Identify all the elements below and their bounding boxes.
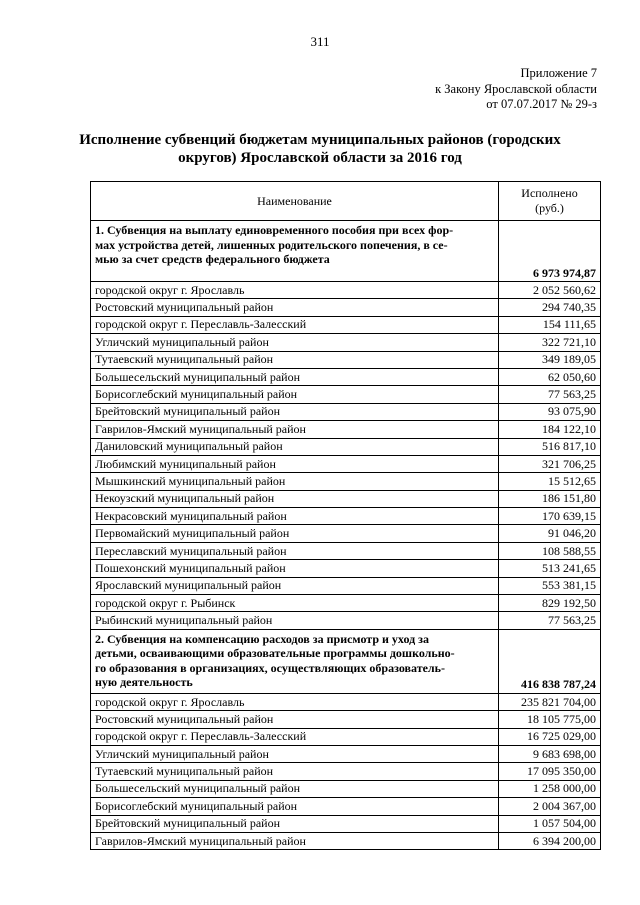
district-value: 2 004 367,00: [499, 798, 601, 815]
district-value: 516 817,10: [499, 438, 601, 455]
section-title-line: ную деятельность: [95, 675, 193, 690]
district-value: 235 821 704,00: [499, 693, 601, 710]
table-row: [91, 334, 601, 351]
district-name: Ярославский муниципальный район: [91, 577, 499, 594]
table-row: [91, 798, 601, 815]
table-row: [91, 455, 601, 472]
district-name: Тутаевский муниципальный район: [91, 763, 499, 780]
district-name: Даниловский муниципальный район: [91, 438, 499, 455]
district-name: Борисоглебский муниципальный район: [91, 798, 499, 815]
section-total: 6 973 974,87: [499, 221, 601, 282]
district-value: 513 241,65: [499, 560, 601, 577]
district-name: Пошехонский муниципальный район: [91, 560, 499, 577]
table-row: [91, 711, 601, 728]
header-value: [499, 182, 601, 221]
district-value: 321 706,25: [499, 455, 601, 472]
district-name: Брейтовский муниципальный район: [91, 403, 499, 420]
appendix-reference: [435, 66, 597, 113]
district-name: Первомайский муниципальный район: [91, 525, 499, 542]
table-row: [91, 299, 601, 316]
header-value-line-2: (руб.): [535, 201, 564, 215]
district-name: городской округ г. Рыбинск: [91, 595, 499, 612]
table-row: [91, 542, 601, 559]
district-value: 553 381,15: [499, 577, 601, 594]
section-title-line: мах устройства детей, лишенных родительского попечения, в се-: [95, 237, 448, 252]
appendix-line-2: к Закону Ярославской области: [435, 81, 597, 96]
header-name: Наименование: [91, 182, 499, 221]
table-header-row: [91, 182, 601, 221]
district-name: Переславский муниципальный район: [91, 542, 499, 559]
table-row: [91, 815, 601, 832]
section-title-line: мью за счет средств федерального бюджета: [95, 252, 330, 266]
district-name: Некрасовский муниципальный район: [91, 508, 499, 525]
section-row: [91, 629, 601, 693]
district-value: 154 111,65: [499, 316, 601, 333]
district-value: 91 046,20: [499, 525, 601, 542]
section-total: 416 838 787,24: [499, 629, 601, 693]
table-row: [91, 780, 601, 797]
table-row: [91, 728, 601, 745]
district-value: 15 512,65: [499, 473, 601, 490]
district-value: 18 105 775,00: [499, 711, 601, 728]
appendix-line-3: от 07.07.2017 № 29-з: [486, 97, 597, 111]
section-title-line: детьми, осваивающими образовательные программы дошкольно-: [95, 646, 455, 661]
title-line-2: округов) Ярославской области за 2016 год: [178, 150, 462, 166]
district-name: Борисоглебский муниципальный район: [91, 386, 499, 403]
district-value: 349 189,05: [499, 351, 601, 368]
district-value: 9 683 698,00: [499, 745, 601, 762]
table-row: [91, 577, 601, 594]
district-value: 1 057 504,00: [499, 815, 601, 832]
district-value: 77 563,25: [499, 386, 601, 403]
table-row: [91, 490, 601, 507]
table-row: [91, 595, 601, 612]
page-number: 311: [310, 34, 330, 49]
district-value: 1 258 000,00: [499, 780, 601, 797]
table-row: [91, 438, 601, 455]
table-row: [91, 612, 601, 629]
district-name: Некоузский муниципальный район: [91, 490, 499, 507]
district-value: 829 192,50: [499, 595, 601, 612]
table-row: [91, 832, 601, 849]
district-name: городской округ г. Ярославль: [91, 693, 499, 710]
district-name: Брейтовский муниципальный район: [91, 815, 499, 832]
district-value: 170 639,15: [499, 508, 601, 525]
title-line-1: Исполнение субвенций бюджетам муниципальных районов (городских: [79, 132, 561, 148]
district-value: 322 721,10: [499, 334, 601, 351]
district-name: Рыбинский муниципальный район: [91, 612, 499, 629]
section-title-line: 2. Субвенция на компенсацию расходов за присмотр и уход за: [95, 631, 430, 646]
district-value: 108 588,55: [499, 542, 601, 559]
appendix-line-1: Приложение 7: [520, 66, 597, 80]
document-title: [60, 131, 580, 167]
header-value-line-1: Исполнено: [521, 186, 578, 200]
district-name: Большесельский муниципальный район: [91, 780, 499, 797]
district-value: 77 563,25: [499, 612, 601, 629]
table-row: [91, 421, 601, 438]
district-name: городской округ г. Переславль-Залесский: [91, 316, 499, 333]
district-value: 6 394 200,00: [499, 832, 601, 849]
district-name: Любимский муниципальный район: [91, 455, 499, 472]
section-title-line: 1. Субвенция на выплату единовременного пособия при всех фор-: [95, 223, 454, 237]
table-body: [91, 182, 601, 850]
district-name: Большесельский муниципальный район: [91, 368, 499, 385]
table-row: [91, 508, 601, 525]
table-row: [91, 560, 601, 577]
district-value: 294 740,35: [499, 299, 601, 316]
district-value: 184 122,10: [499, 421, 601, 438]
district-name: Ростовский муниципальный район: [91, 711, 499, 728]
district-value: 93 075,90: [499, 403, 601, 420]
table-row: [91, 473, 601, 490]
district-name: Угличский муниципальный район: [91, 745, 499, 762]
table-row: [91, 368, 601, 385]
district-name: Тутаевский муниципальный район: [91, 351, 499, 368]
section-title-line: го образования в организациях, осуществляющих образователь-: [95, 660, 445, 675]
district-name: Гаврилов-Ямский муниципальный район: [91, 832, 499, 849]
section-title: [91, 629, 499, 693]
table-row: [91, 525, 601, 542]
section-title: [91, 221, 499, 282]
table-row: [91, 693, 601, 710]
table-row: [91, 386, 601, 403]
table-row: [91, 282, 601, 299]
table-row: [91, 745, 601, 762]
district-name: Ростовский муниципальный район: [91, 299, 499, 316]
district-name: Мышкинский муниципальный район: [91, 473, 499, 490]
district-name: Угличский муниципальный район: [91, 334, 499, 351]
table-row: [91, 351, 601, 368]
district-name: городской округ г. Ярославль: [91, 282, 499, 299]
table-row: [91, 763, 601, 780]
district-value: 17 095 350,00: [499, 763, 601, 780]
district-value: 186 151,80: [499, 490, 601, 507]
district-name: городской округ г. Переславль-Залесский: [91, 728, 499, 745]
district-name: Гаврилов-Ямский муниципальный район: [91, 421, 499, 438]
district-value: 62 050,60: [499, 368, 601, 385]
table-row: [91, 316, 601, 333]
section-row: [91, 221, 601, 282]
district-value: 2 052 560,62: [499, 282, 601, 299]
district-value: 16 725 029,00: [499, 728, 601, 745]
subventions-table: [90, 181, 601, 850]
table-row: [91, 403, 601, 420]
